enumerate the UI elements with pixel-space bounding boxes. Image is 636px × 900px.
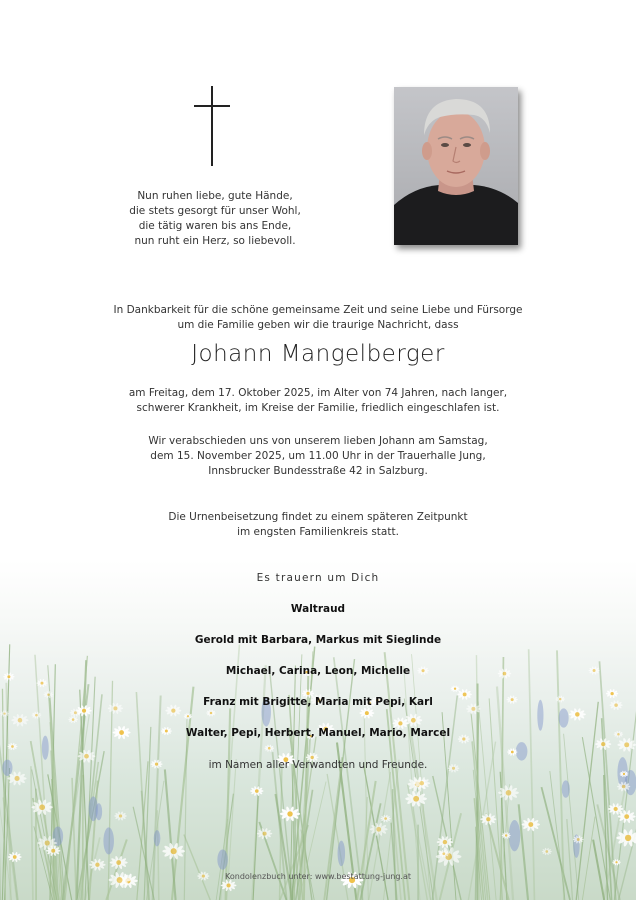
mourner-line: Gerold mit Barbara, Markus mit Sieglinde [194,634,442,646]
poem-line: die stets gesorgt für unser Wohl, [129,205,301,217]
farewell-line: dem 15. November 2025, um 11.00 Uhr in der Trauerhalle Jung, [150,450,486,462]
condolence-link[interactable]: Kondolenzbuch unter: www.bestattung-jung.at [225,872,411,881]
urn-line: im engsten Familienkreis statt. [237,526,399,538]
urn-line: Die Urnenbeisetzung findet zu einem späteren Zeitpunkt [168,511,468,523]
intro-line: In Dankbarkeit für die schöne gemeinsame Zeit und seine Liebe und Fürsorge [113,304,523,316]
urn-burial-info [40,510,596,540]
intro-text [40,303,596,333]
poem-line: die tätig waren bis ans Ende, [138,220,292,232]
death-notice-line: am Freitag, dem 17. Oktober 2025, im Alter von 74 Jahren, nach langer, [128,387,508,399]
intro-line: um die Familie geben wir die traurige Nachricht, dass [177,319,459,331]
cross-icon [194,86,230,166]
poem [110,189,320,249]
mourners-title: Es trauern um Dich [256,572,380,584]
farewell-line: Innsbrucker Bundesstraße 42 in Salzburg. [208,465,428,477]
farewell-line: Wir verabschieden uns von unserem lieben Johann am Samstag, [148,435,488,447]
poem-line: nun ruht ein Herz, so liebevoll. [134,235,296,247]
portrait-photo [394,87,518,245]
death-notice-line: schwerer Krankheit, im Kreise der Familie, friedlich eingeschlafen ist. [136,402,500,414]
closing-text: im Namen aller Verwandten und Freunde. [208,759,428,771]
mourner-line: Michael, Carina, Leon, Michelle [225,665,411,677]
poem-line: Nun ruhen liebe, gute Hände, [137,190,293,202]
deceased-name: Johann Mangelberger [191,341,445,367]
death-notice [40,386,596,416]
mourner-line: Walter, Pepi, Herbert, Manuel, Mario, Marcel [185,727,451,739]
mourner-line: Waltraud [290,603,346,615]
mourner-line: Franz mit Brigitte, Maria mit Pepi, Karl [203,696,433,708]
farewell-info [40,434,596,479]
